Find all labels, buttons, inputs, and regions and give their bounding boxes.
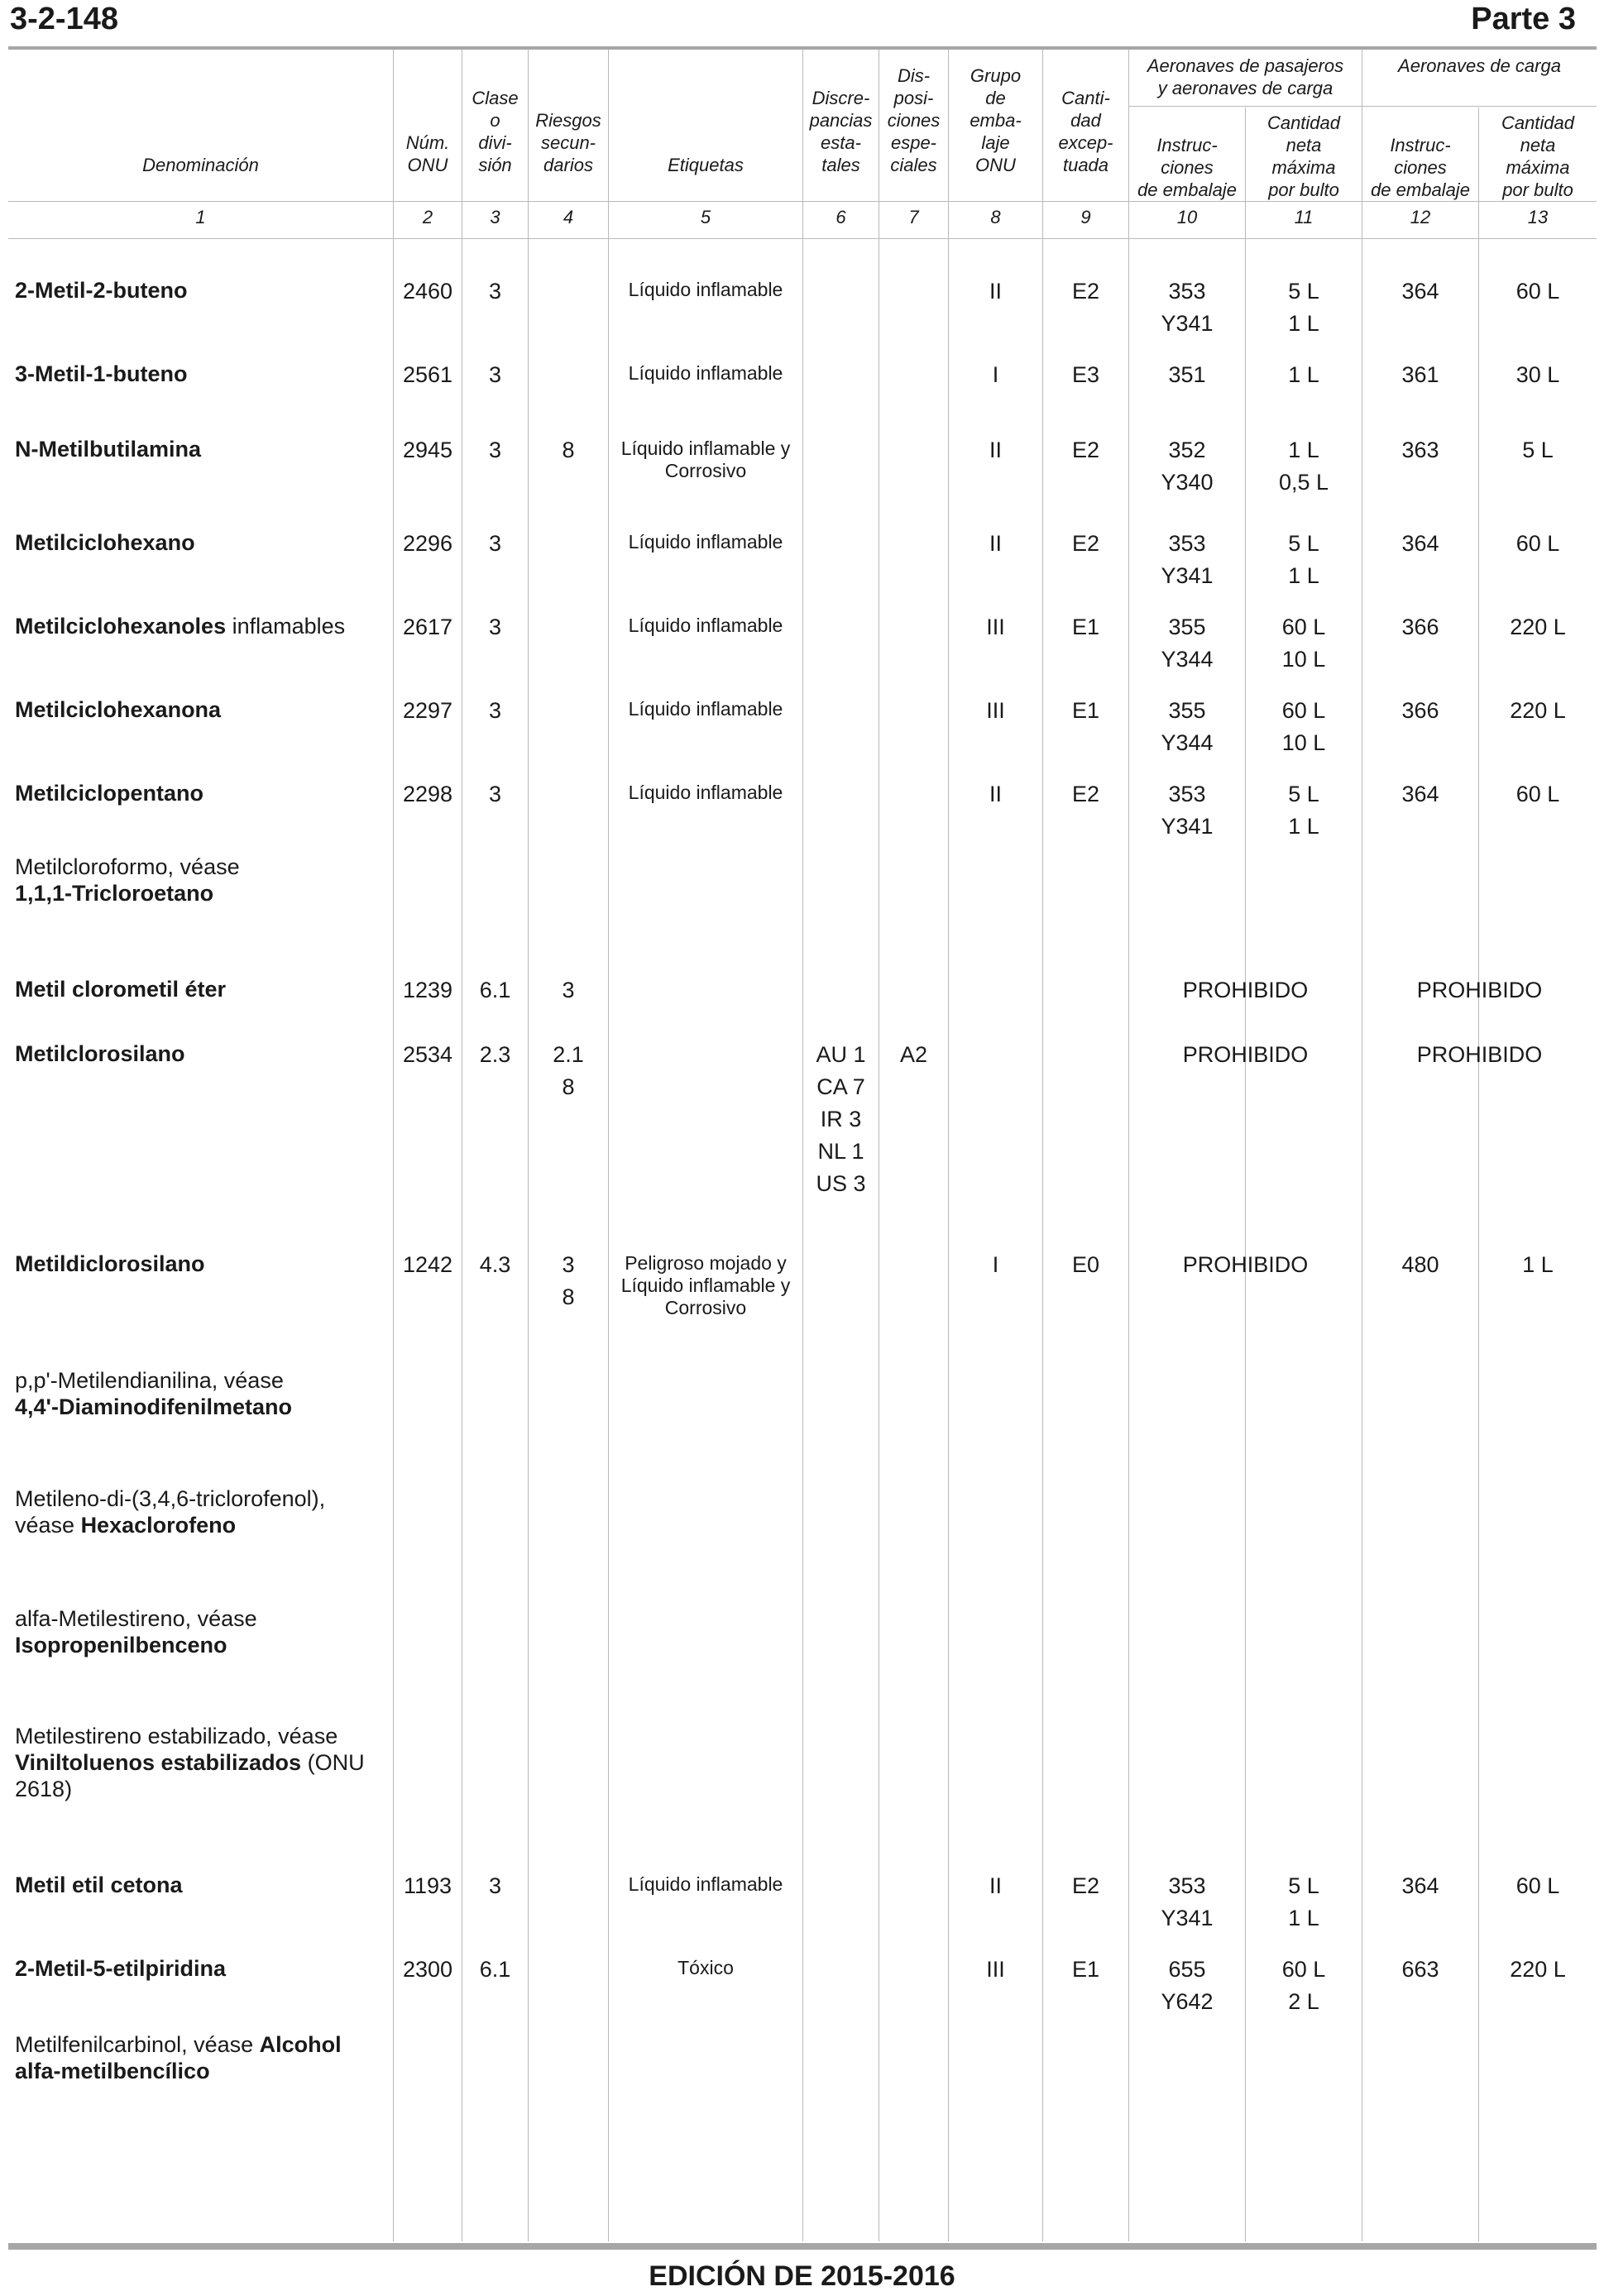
cargo-max-quantity: 60 L bbox=[1515, 531, 1560, 556]
cargo-instruction: 364 bbox=[1401, 531, 1439, 556]
pax-instruction: Y341 bbox=[1161, 311, 1214, 336]
substance-name bbox=[15, 976, 379, 1002]
pax-max-quantity: 1 L bbox=[1288, 362, 1319, 387]
cargo-instruction: 363 bbox=[1401, 438, 1439, 462]
hazard-label: Líquido inflamable bbox=[628, 279, 783, 300]
col-number: 12 bbox=[1410, 207, 1431, 227]
header-etiquetas: Etiquetas bbox=[668, 155, 744, 175]
substance-name bbox=[15, 277, 379, 304]
header-instrucciones-cargo: Instruc- ciones de embalaje bbox=[1371, 135, 1470, 200]
packing-group: I bbox=[992, 1252, 999, 1277]
reference-text: véase bbox=[15, 1513, 81, 1538]
pax-max-quantity: 1 L bbox=[1288, 1906, 1319, 1930]
cargo-max-quantity: 60 L bbox=[1515, 279, 1560, 304]
header-num-onu: Núm. ONU bbox=[405, 132, 450, 175]
substance-name-bold: 2-Metil-2-buteno bbox=[15, 278, 188, 303]
reference-text: Metileno-di-(3,4,6-triclorofenol), bbox=[15, 1486, 326, 1511]
class-division: 3 bbox=[488, 438, 502, 462]
col-number: 5 bbox=[700, 207, 711, 227]
reference-target: Alcohol alfa-metilbencílico bbox=[15, 2032, 342, 2083]
header-discrepancias: Discre- pancias esta- tales bbox=[809, 88, 873, 175]
substance-name bbox=[15, 613, 379, 639]
substance-name-bold: Metilclorosilano bbox=[15, 1041, 185, 1066]
hazard-label: Tóxico bbox=[678, 1957, 734, 1978]
cargo-instruction: 364 bbox=[1401, 782, 1439, 806]
reference-text: alfa-Metilestireno, véase bbox=[15, 1606, 257, 1631]
cargo-instruction: 361 bbox=[1401, 362, 1439, 387]
pax-instruction: Y341 bbox=[1161, 1906, 1214, 1930]
state-variation: CA 7 bbox=[816, 1074, 865, 1099]
cargo-max-quantity: 60 L bbox=[1515, 1873, 1560, 1898]
un-number: 2300 bbox=[402, 1957, 453, 1982]
pax-max-quantity: 2 L bbox=[1288, 1989, 1319, 2014]
special-provisions: A2 bbox=[899, 1042, 928, 1067]
substance-name-bold: N-Metilbutilamina bbox=[15, 437, 202, 462]
substance-name-bold: Metilciclopentano bbox=[15, 781, 204, 806]
substance-name bbox=[15, 1872, 379, 1898]
cargo-instruction: 364 bbox=[1401, 279, 1439, 304]
col-number: 11 bbox=[1294, 207, 1314, 227]
packing-group: III bbox=[986, 1957, 1005, 1982]
pax-instruction: Y341 bbox=[1161, 814, 1214, 839]
cross-reference bbox=[15, 1605, 379, 1658]
excepted-quantity: E1 bbox=[1071, 698, 1100, 723]
packing-group: I bbox=[992, 362, 999, 387]
excepted-quantity: E2 bbox=[1071, 531, 1100, 556]
reference-note: (ONU 2618) bbox=[15, 1750, 365, 1801]
cargo-instruction: 366 bbox=[1401, 698, 1439, 723]
state-variation: AU 1 bbox=[816, 1042, 866, 1067]
reference-target: Hexaclorofeno bbox=[80, 1513, 237, 1538]
col-number: 6 bbox=[836, 207, 846, 227]
subsidiary-risk: 3 bbox=[562, 978, 575, 1002]
pax-max-quantity: 1 L bbox=[1288, 563, 1319, 588]
reference-text: p,p'-Metilendianilina, véase bbox=[15, 1368, 284, 1393]
subsidiary-risk: 3 bbox=[562, 1252, 575, 1277]
pax-max-quantity: 10 L bbox=[1281, 730, 1326, 755]
packing-group: II bbox=[989, 438, 1002, 462]
excepted-quantity: E3 bbox=[1071, 362, 1100, 387]
pax-instruction: Y341 bbox=[1161, 563, 1214, 588]
cargo-max-quantity: 220 L bbox=[1510, 698, 1566, 723]
substance-name bbox=[15, 361, 379, 387]
substance-name bbox=[15, 529, 379, 556]
pax-instruction: 353 bbox=[1168, 782, 1206, 806]
cargo-max-quantity: 220 L bbox=[1510, 615, 1566, 639]
header-cantidad-cargo: Cantidad neta máxima por bulto bbox=[1501, 112, 1575, 200]
hazard-label: Líquido inflamable bbox=[628, 362, 783, 384]
pax-instruction: 655 bbox=[1168, 1957, 1206, 1982]
pax-prohibited: PROHIBIDO bbox=[1182, 1042, 1309, 1067]
pax-max-quantity: 60 L bbox=[1281, 615, 1326, 639]
col-number: 7 bbox=[908, 207, 919, 227]
col-number: 13 bbox=[1527, 207, 1549, 227]
pax-instruction: 355 bbox=[1168, 615, 1206, 639]
reference-text: Metilestireno estabilizado, véase bbox=[15, 1724, 338, 1748]
col-number: 4 bbox=[563, 207, 574, 227]
subsidiary-risk: 8 bbox=[562, 438, 575, 462]
un-number: 1193 bbox=[403, 1873, 452, 1898]
substance-name-bold: Metil clorometil éter bbox=[15, 977, 227, 1002]
substance-name-bold: Metildiclorosilano bbox=[15, 1251, 205, 1276]
pax-instruction: 351 bbox=[1168, 362, 1206, 387]
excepted-quantity: E2 bbox=[1071, 438, 1100, 462]
hazard-label: Líquido inflamable bbox=[628, 615, 783, 636]
substance-name bbox=[15, 436, 379, 462]
pax-max-quantity: 1 L bbox=[1288, 438, 1319, 462]
reference-target: Isopropenilbenceno bbox=[15, 1633, 227, 1657]
hazard-label: Líquido inflamable bbox=[628, 782, 783, 803]
reference-target: 1,1,1-Tricloroetano bbox=[15, 881, 214, 906]
substance-name-bold: 2-Metil-5-etilpiridina bbox=[15, 1956, 227, 1981]
packing-group: III bbox=[986, 615, 1005, 639]
substance-name bbox=[15, 780, 379, 806]
class-division: 3 bbox=[488, 1873, 502, 1898]
header-riesgos: Riesgos secun- darios bbox=[535, 110, 601, 175]
footer-edition: EDICIÓN DE 2015-2016 bbox=[649, 2260, 955, 2292]
excepted-quantity: E0 bbox=[1071, 1252, 1100, 1277]
cargo-prohibited: PROHIBIDO bbox=[1416, 1042, 1543, 1067]
cargo-max-quantity: 30 L bbox=[1515, 362, 1560, 387]
pax-instruction: 355 bbox=[1168, 698, 1206, 723]
class-division: 3 bbox=[488, 531, 502, 556]
cross-reference bbox=[15, 1367, 379, 1420]
excepted-quantity: E2 bbox=[1071, 1873, 1100, 1898]
reference-text: Metilcloroformo, véase bbox=[15, 854, 240, 879]
cross-reference bbox=[15, 1485, 379, 1538]
un-number: 2298 bbox=[402, 782, 453, 806]
cargo-instruction: 480 bbox=[1401, 1252, 1439, 1277]
cargo-instruction: 366 bbox=[1401, 615, 1439, 639]
pax-max-quantity: 5 L bbox=[1288, 279, 1319, 304]
pax-instruction: Y340 bbox=[1161, 470, 1214, 495]
part-title: Parte 3 bbox=[1471, 2, 1576, 36]
state-variation: NL 1 bbox=[817, 1139, 864, 1164]
state-variation: IR 3 bbox=[820, 1107, 862, 1131]
pax-instruction: Y642 bbox=[1161, 1989, 1214, 2014]
packing-group: III bbox=[986, 698, 1005, 723]
col-number: 1 bbox=[195, 207, 206, 227]
hazard-label: Peligroso mojado y Líquido inflamable y Corrosivo bbox=[620, 1252, 791, 1318]
hazard-label: Líquido inflamable bbox=[628, 531, 783, 552]
pax-max-quantity: 60 L bbox=[1281, 1957, 1326, 1982]
header-cantidad-exceptuada: Canti- dad excep- tuada bbox=[1058, 88, 1113, 175]
header-instrucciones-pax: Instruc- ciones de embalaje bbox=[1137, 135, 1237, 200]
cargo-prohibited: PROHIBIDO bbox=[1416, 978, 1543, 1002]
class-division: 6.1 bbox=[479, 1957, 511, 1982]
pax-max-quantity: 60 L bbox=[1281, 698, 1326, 723]
pax-instruction: Y344 bbox=[1161, 730, 1214, 755]
hazard-label: Líquido inflamable bbox=[628, 1873, 783, 1895]
un-number: 2617 bbox=[402, 615, 453, 639]
pax-max-quantity: 5 L bbox=[1288, 782, 1319, 806]
pax-max-quantity: 5 L bbox=[1288, 1873, 1319, 1898]
substance-name bbox=[15, 1251, 379, 1277]
subsidiary-risk: 8 bbox=[562, 1284, 575, 1309]
un-number: 2534 bbox=[402, 1042, 453, 1067]
col-number: 2 bbox=[422, 207, 433, 227]
pax-max-quantity: 0,5 L bbox=[1278, 470, 1329, 495]
header-pasajeros-group: Aeronaves de pasajeros y aeronaves de carga bbox=[1147, 55, 1344, 98]
un-number: 2561 bbox=[402, 362, 453, 387]
page-code: 3-2-148 bbox=[10, 2, 118, 36]
hazard-label: Líquido inflamable y Corrosivo bbox=[620, 438, 791, 481]
col-number: 10 bbox=[1176, 207, 1198, 227]
un-number: 1242 bbox=[402, 1252, 453, 1277]
excepted-quantity: E2 bbox=[1071, 279, 1100, 304]
cross-reference bbox=[15, 854, 379, 906]
class-division: 3 bbox=[488, 698, 502, 723]
class-division: 6.1 bbox=[479, 978, 511, 1002]
substance-name bbox=[15, 1955, 379, 1982]
substance-name bbox=[15, 696, 379, 723]
class-division: 3 bbox=[488, 362, 502, 387]
packing-group: II bbox=[989, 782, 1002, 806]
pax-max-quantity: 5 L bbox=[1288, 531, 1319, 556]
class-division: 3 bbox=[488, 782, 502, 806]
pax-instruction: 353 bbox=[1168, 279, 1206, 304]
pax-instruction: 353 bbox=[1168, 531, 1206, 556]
cargo-max-quantity: 60 L bbox=[1515, 782, 1560, 806]
cargo-max-quantity: 1 L bbox=[1522, 1252, 1554, 1277]
un-number: 2460 bbox=[402, 279, 453, 304]
header-cantidad-pax: Cantidad neta máxima por bulto bbox=[1266, 112, 1341, 200]
cross-reference bbox=[15, 2031, 379, 2084]
bottom-rule bbox=[8, 2243, 1597, 2250]
un-number: 2945 bbox=[402, 438, 453, 462]
state-variation: US 3 bbox=[816, 1171, 866, 1196]
substance-name-bold: Metilciclohexanona bbox=[15, 697, 222, 722]
header-disposiciones: Dis- posi- ciones espe- ciales bbox=[887, 65, 941, 175]
pax-max-quantity: 1 L bbox=[1288, 814, 1319, 839]
col-number: 8 bbox=[990, 207, 1001, 227]
un-number: 1239 bbox=[402, 978, 453, 1002]
packing-group: II bbox=[989, 531, 1002, 556]
substance-name-bold: Metil etil cetona bbox=[15, 1873, 183, 1897]
class-division: 4.3 bbox=[479, 1252, 511, 1277]
class-division: 2.3 bbox=[479, 1042, 511, 1067]
excepted-quantity: E1 bbox=[1071, 1957, 1100, 1982]
cargo-max-quantity: 5 L bbox=[1522, 438, 1554, 462]
hazard-label: Líquido inflamable bbox=[628, 698, 783, 720]
header-clase: Clase o divi- sión bbox=[472, 88, 519, 175]
pax-instruction: 352 bbox=[1168, 438, 1206, 462]
un-number: 2297 bbox=[402, 698, 453, 723]
packing-group: II bbox=[989, 1873, 1002, 1898]
class-division: 3 bbox=[488, 279, 502, 304]
cargo-instruction: 663 bbox=[1401, 1957, 1439, 1982]
pax-prohibited: PROHIBIDO bbox=[1182, 1252, 1309, 1277]
pax-max-quantity: 10 L bbox=[1281, 647, 1326, 672]
excepted-quantity: E1 bbox=[1071, 615, 1100, 639]
cargo-max-quantity: 220 L bbox=[1510, 1957, 1566, 1982]
cross-reference bbox=[15, 1723, 379, 1802]
col-number: 3 bbox=[490, 207, 500, 227]
subsidiary-risk: 8 bbox=[562, 1074, 575, 1099]
un-number: 2296 bbox=[402, 531, 453, 556]
substance-name-qualifier: inflamables bbox=[226, 614, 346, 639]
pax-max-quantity: 1 L bbox=[1288, 311, 1319, 336]
substance-name bbox=[15, 1040, 379, 1067]
col-number: 9 bbox=[1080, 207, 1091, 227]
subsidiary-risk: 2.1 bbox=[553, 1042, 584, 1067]
pax-instruction: Y344 bbox=[1161, 647, 1214, 672]
header-grupo: Grupo de emba- laje ONU bbox=[970, 65, 1022, 175]
reference-target: 4,4'-Diaminodifenilmetano bbox=[15, 1394, 292, 1419]
pax-prohibited: PROHIBIDO bbox=[1182, 978, 1309, 1002]
packing-group: II bbox=[989, 279, 1002, 304]
reference-target: Viniltoluenos estabilizados bbox=[15, 1750, 302, 1775]
excepted-quantity: E2 bbox=[1071, 782, 1100, 806]
reference-text: Metilfenilcarbinol, véase bbox=[15, 2032, 260, 2057]
pax-instruction: 353 bbox=[1168, 1873, 1206, 1898]
header-carga-group: Aeronaves de carga bbox=[1398, 55, 1561, 76]
class-division: 3 bbox=[488, 615, 502, 639]
substance-name-bold: Metilciclohexanoles bbox=[15, 614, 227, 639]
substance-name-bold: 3-Metil-1-buteno bbox=[15, 361, 188, 386]
header-denominacion: Denominación bbox=[142, 155, 259, 175]
substance-name-bold: Metilciclohexano bbox=[15, 530, 195, 555]
cargo-instruction: 364 bbox=[1401, 1873, 1439, 1898]
